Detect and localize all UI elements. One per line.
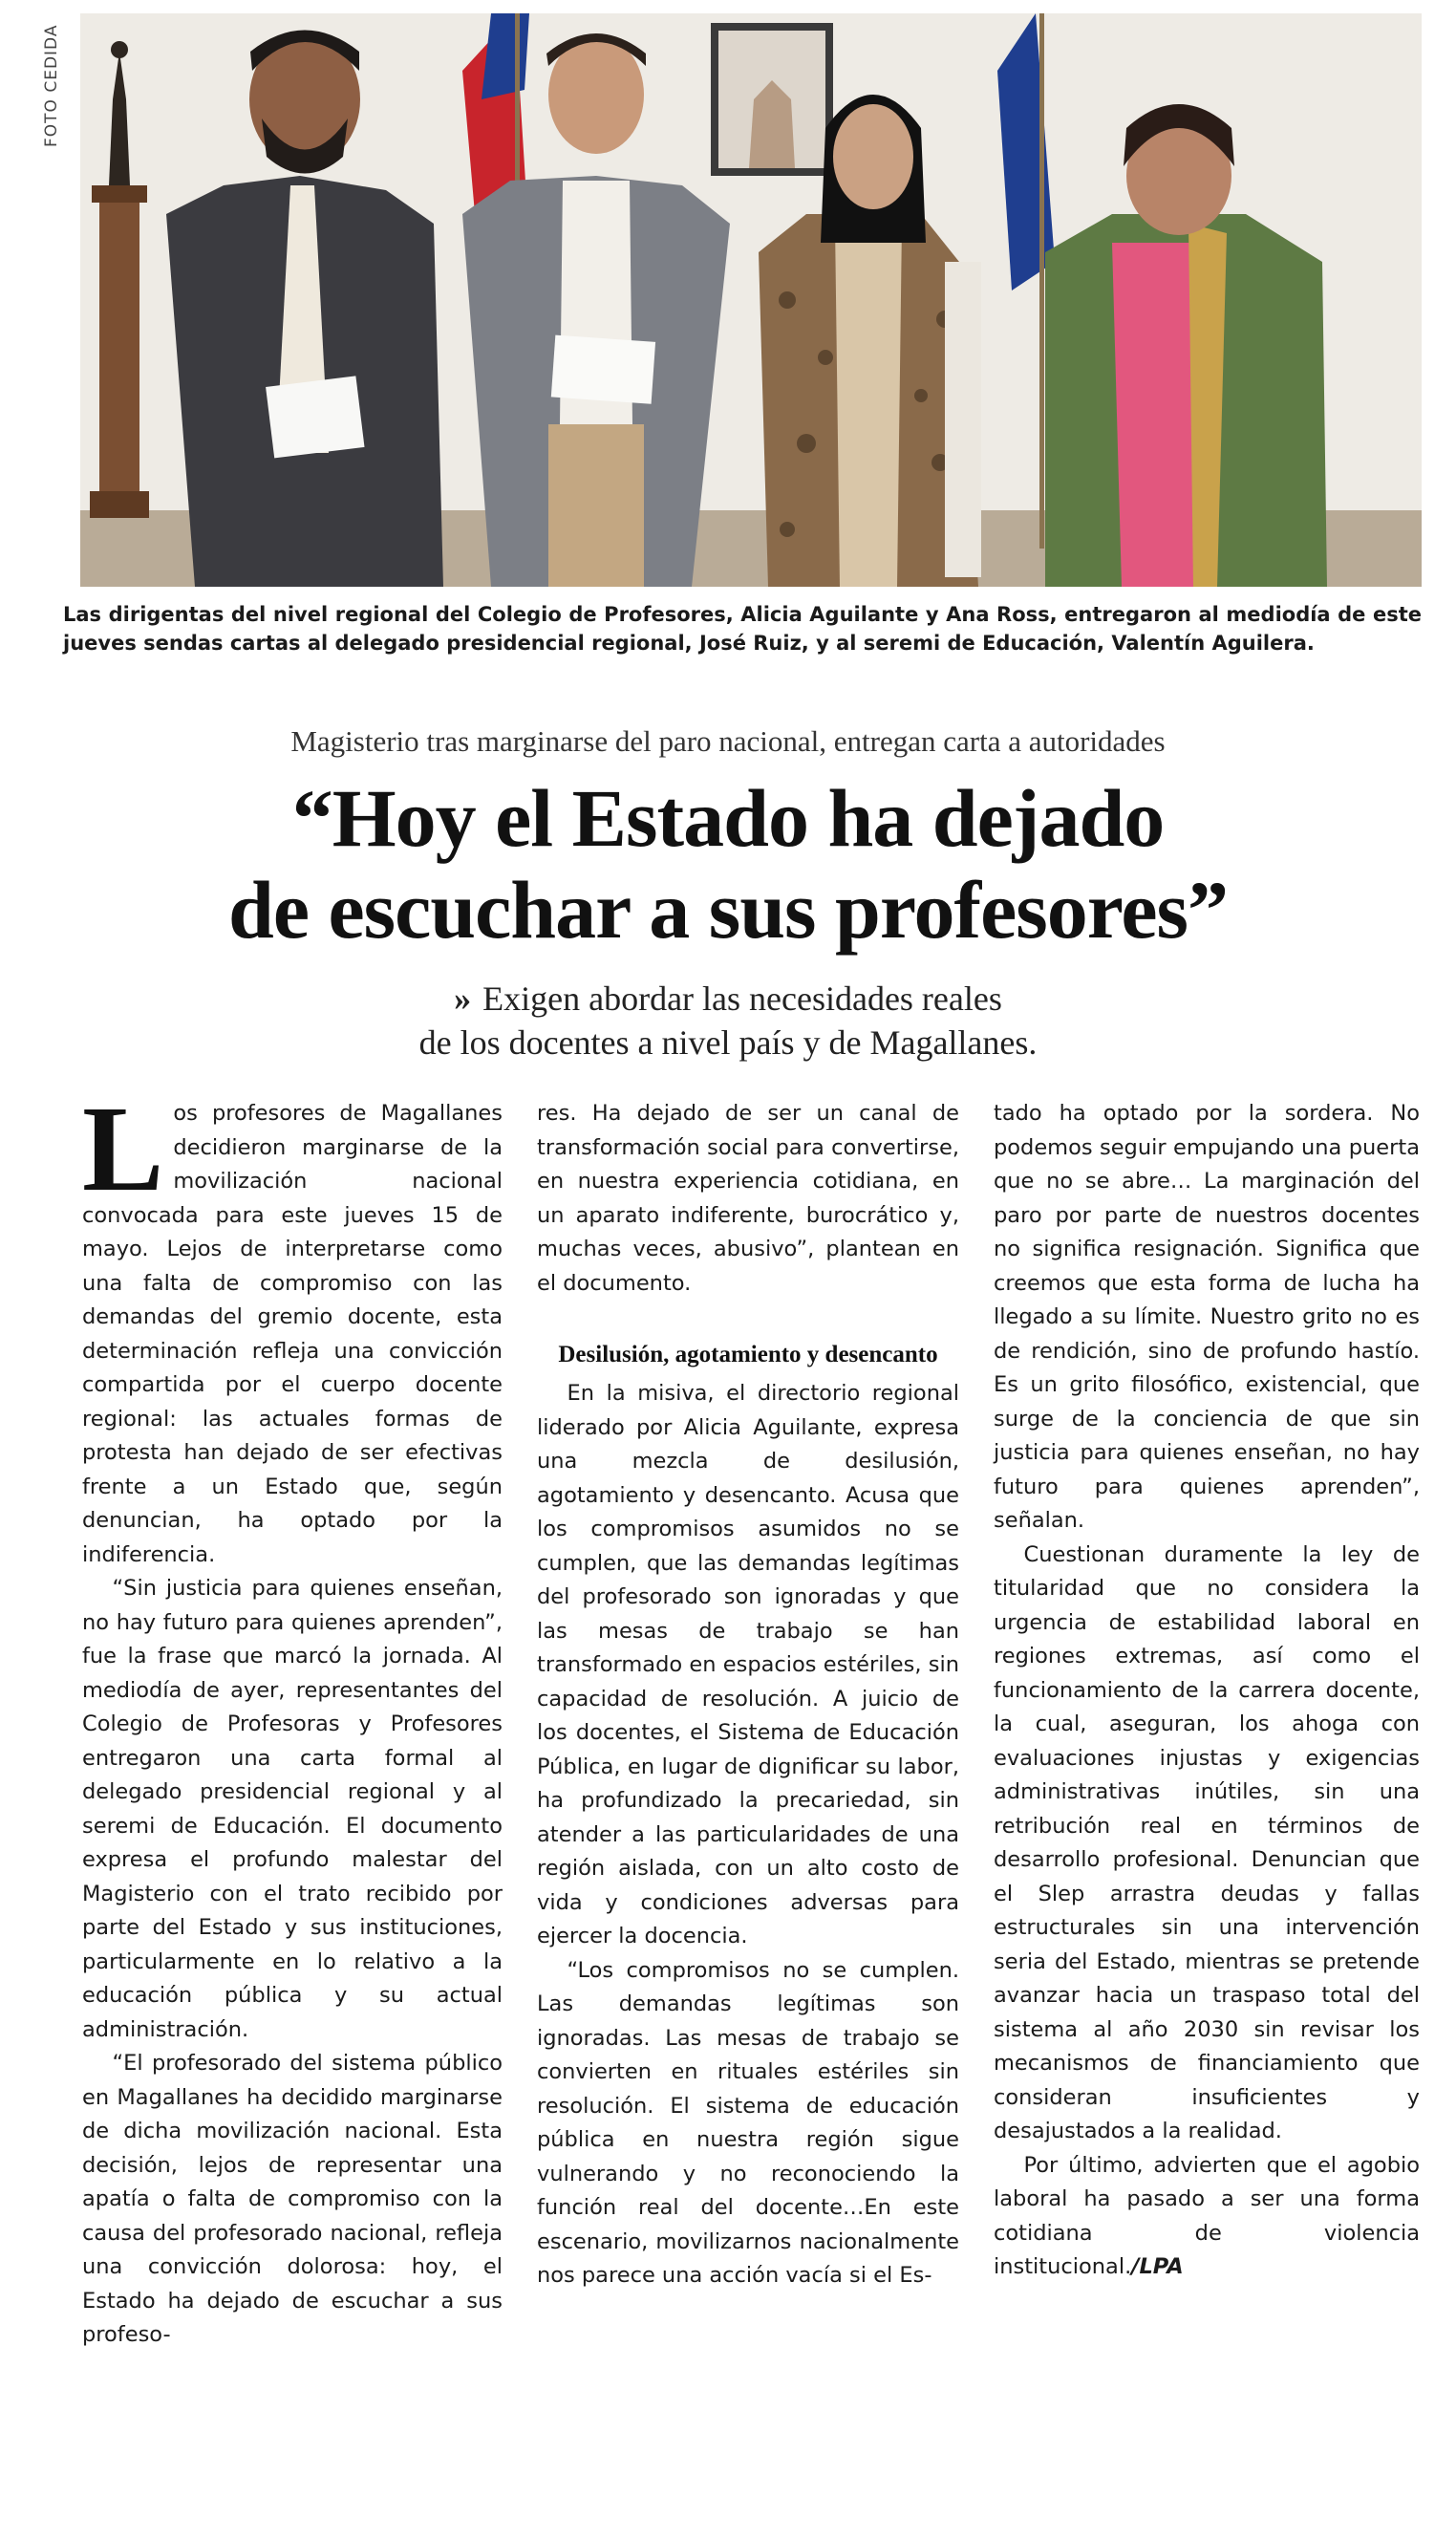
section-subtitle: Desilusión, agotamiento y desencanto: [558, 1342, 938, 1367]
paragraph-2: “Sin justicia para quienes enseñan, no hay futuro para quienes aprenden”, fue la frase que marcó la jornada. Al mediodía de ayer, representantes del Colegio de Profesoras y Profesores entregaron una carta formal al delegado presidencial regional y al seremi de Educación. El documento expresa el profundo malestar del Magisterio con el trato recibido por parte del Estado y sus instituciones, particularmente en lo relativo a la educación pública y su actual administración.: [82, 1576, 503, 2042]
paragraph-4: res. Ha dejado de ser un canal de transformación social para convertirse, en nuestra experiencia cotidiana, en un aparato indiferente, burocrático y, muchas veces, abusivo”, plantean en el documento.: [537, 1101, 959, 1296]
photo-caption: Las dirigentas del nivel regional del Colegio de Profesores, Alicia Aguilante y Ana Ross, entregaron al mediodía de este jueves sendas cartas al delegado presidencial regional, José Ruiz, y al seremi de Educación, Valentín Aguilera.: [63, 603, 1422, 655]
article-column-2: [537, 1097, 959, 2293]
article-column-1: [82, 1081, 503, 2353]
paragraph-5: En la misiva, el directorio regional liderado por Alicia Aguilante, expresa una mezcla de desilusión, agotamiento y desencanto. Acusa que los compromisos asumidos no se cumplen, que las demandas legítimas del profesorado son ignoradas y que las mesas de trabajo se han transformado en espacios estériles, sin capacidad de resolución. A juicio de los docentes, el Sistema de Educación Pública, en lugar de dignificar su labor, ha profundizado la precariedad, sin atender a las particularidades de una región aislada, con un alto costo de vida y condiciones adversas para ejercer la docencia.: [537, 1381, 959, 1948]
subhead: [0, 977, 1456, 1065]
paragraph-7: tado ha optado por la sordera. No podemos seguir empujando una puerta que no se abre… La marginación del paro por parte de nuestros docentes no significa resignación. Significa que creemos que esta forma de lucha ha llegado a su límite. Nuestro grito no es de rendición, sino de profundo hastío. Es un grito filosófico, existencial, que surge de la conciencia de que sin justicia para quienes enseñan, no hay futuro para quienes aprenden”, señalan.: [994, 1101, 1420, 1533]
paragraph-6: “Los compromisos no se cumplen. Las demandas legítimas son ignoradas. Las mesas de trabajo se convierten en rituales estériles sin resolución. El sistema de educación pública en nuestra región sigue vulnerando y no reconociendo la función real del docente…En este escenario, movilizarnos nacionalmente nos parece una acción vacía si el Es-: [537, 1957, 959, 2288]
photo-credit: FOTO CEDIDA: [42, 24, 61, 147]
portrait-frame: [711, 23, 833, 176]
headline-line-2: de escuchar a sus profesores”: [228, 864, 1228, 956]
headline-line-1: “Hoy el Estado ha dejado: [291, 772, 1165, 864]
author-signature: /LPA: [1131, 2254, 1184, 2279]
paragraph-1: Los profesores de Magallanes decidieron marginarse de la movilización nacional convocada para este jueves 15 de mayo. Lejos de interpretarse como una falta de compromiso con las demandas del gremio docente, esta determinación refleja una convicción compartida por el cuerpo docente regional: las actuales formas de protesta han dejado de ser efectivas frente a un Estado que, según denuncian, ha optado por la indiferencia.: [82, 1081, 503, 1567]
news-photo: [80, 13, 1422, 587]
drop-cap: L: [82, 1081, 164, 1216]
kicker: Magisterio tras marginarse del paro nacional, entregan carta a autoridades: [290, 724, 1166, 758]
subhead-line-2: de los docentes a nivel país y de Magallanes.: [418, 1023, 1038, 1062]
paragraph-9: Por último, advierten que el agobio laboral ha pasado a ser una forma cotidiana de violencia institucional./LPA: [994, 2152, 1420, 2279]
article-column-3: [994, 1097, 1420, 2285]
paragraph-3: “El profesorado del sistema público en Magallanes ha decidido marginarse de dicha movilización nacional. Esta decisión, lejos de representar una apatía o falta de compromiso con la causa del profesorado nacional, refleja una convicción dolorosa: hoy, el Estado ha dejado de escuchar a sus profeso-: [82, 2051, 503, 2347]
subhead-line-1: Exigen abordar las necesidades reales: [482, 979, 1002, 1018]
headline: [0, 772, 1456, 956]
paragraph-8: Cuestionan duramente la ley de titularidad que no considera la urgencia de estabilidad laboral en regiones extremas, así como el funcionamiento de la carrera docente, la cual, aseguran, los ahoga con evaluaciones injustas y exigencias administrativas inútiles, sin una retribución real en términos de desarrollo profesional. Denuncian que el Slep arrastra deudas y fallas estructurales sin una intervención seria del Estado, mientras se pretende avanzar hacia un traspaso total del sistema al año 2030 sin revisar los mecanismos de financiamiento que consideran insuficientes y desajustados a la realidad.: [994, 1541, 1420, 2143]
subhead-arrow-icon: »: [454, 979, 472, 1018]
